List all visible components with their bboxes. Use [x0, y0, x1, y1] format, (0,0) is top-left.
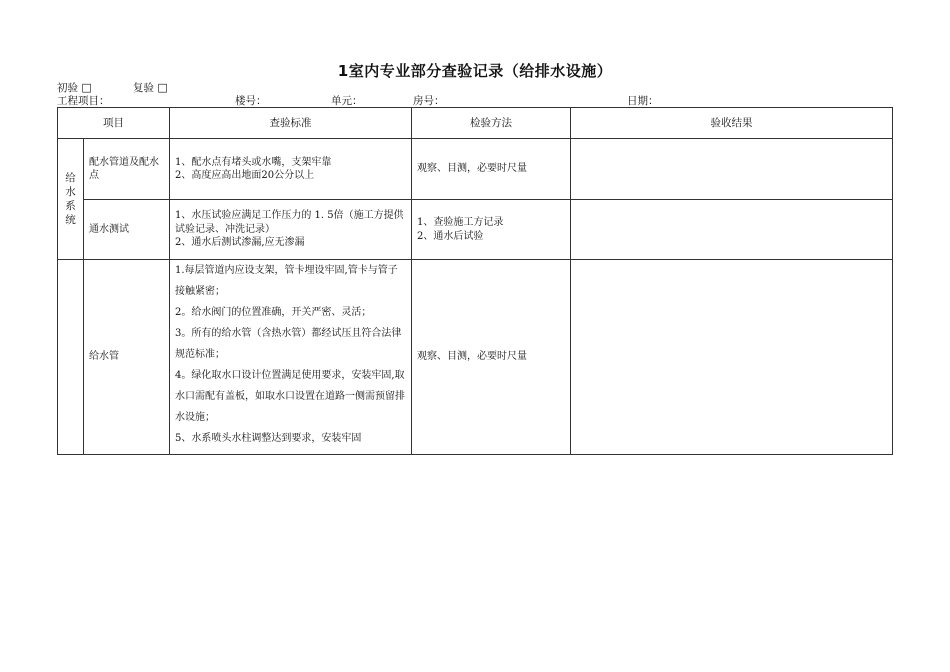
header-method: 检验方法	[412, 108, 571, 139]
project-label: 工程项目：	[57, 95, 110, 107]
standard-line: 2、通水后测试渗漏,应无渗漏	[175, 237, 305, 249]
initial-check-box[interactable]: □	[81, 81, 92, 94]
standard-line: 1、配水点有堵头或水嘴，支架牢靠	[175, 156, 332, 168]
unit-label: 单元：	[331, 95, 363, 107]
category-water-supply-system	[58, 139, 84, 260]
recheck-label: 复验	[133, 82, 154, 94]
result-cell[interactable]	[571, 200, 893, 260]
standard-line: 5、水系喷头水柱调整达到要求，安装牢固	[175, 433, 362, 444]
standard-line: 3。所有的给水管（含热水管）都经试压且符合法律规范标准；	[175, 328, 402, 360]
method-cell	[412, 139, 571, 200]
item-cell: 给水管	[84, 260, 170, 455]
table-header-row	[58, 108, 893, 139]
table-row	[58, 200, 893, 260]
standard-line: 2。给水阀门的位置准确，开关严密、灵活；	[175, 307, 372, 318]
standard-line: 4。绿化取水口设计位置满足使用要求，安装牢固,取水口需配有盖板，如取水口设置在道路一侧需预留排水设施；	[175, 370, 405, 423]
category-cell	[58, 260, 84, 455]
recheck	[133, 80, 168, 95]
page-title: 1室内专业部分查验记录（给排水设施）	[337, 62, 613, 80]
method-cell	[412, 200, 571, 260]
standard-line: 1.每层管道内应设支架，管卡埋设牢固,管卡与管子接触紧密；	[175, 265, 398, 297]
result-cell[interactable]	[571, 139, 893, 200]
standard-line: 2、高度应高出地面20公分以上	[175, 170, 315, 181]
date-label: 日期：	[627, 95, 659, 107]
header-result: 验收结果	[571, 108, 893, 139]
table-row	[58, 260, 893, 455]
building-label: 楼号：	[235, 95, 267, 107]
item-cell: 通水测试	[84, 200, 170, 260]
header-item: 项目	[58, 108, 170, 139]
recheck-box[interactable]: □	[157, 81, 168, 94]
category-char: 水	[65, 185, 76, 198]
table-row	[58, 139, 893, 200]
method-cell: 观察、目测，必要时尺量	[412, 260, 571, 455]
category-char: 给	[65, 171, 76, 184]
initial-check-label: 初验	[57, 82, 78, 94]
standard-line: 1、水压试验应满足工作压力的 1. 5倍（施工方提供试验记录、冲洗记录）	[175, 210, 404, 235]
room-label: 房号：	[413, 95, 445, 107]
standard-cell	[170, 260, 412, 455]
header-standard: 查验标准	[170, 108, 412, 139]
method-line: 2、通水后试验	[417, 230, 484, 242]
method-line: 观察、目测，必要时尺量	[417, 163, 527, 175]
method-line: 1、查验施工方记录	[417, 217, 504, 228]
inspection-table	[57, 107, 893, 455]
category-char: 统	[65, 214, 76, 227]
result-cell[interactable]	[571, 260, 893, 455]
standard-cell	[170, 139, 412, 200]
standard-cell	[170, 200, 412, 260]
category-char: 系	[65, 200, 76, 212]
item-cell: 配水管道及配水点	[84, 139, 170, 200]
